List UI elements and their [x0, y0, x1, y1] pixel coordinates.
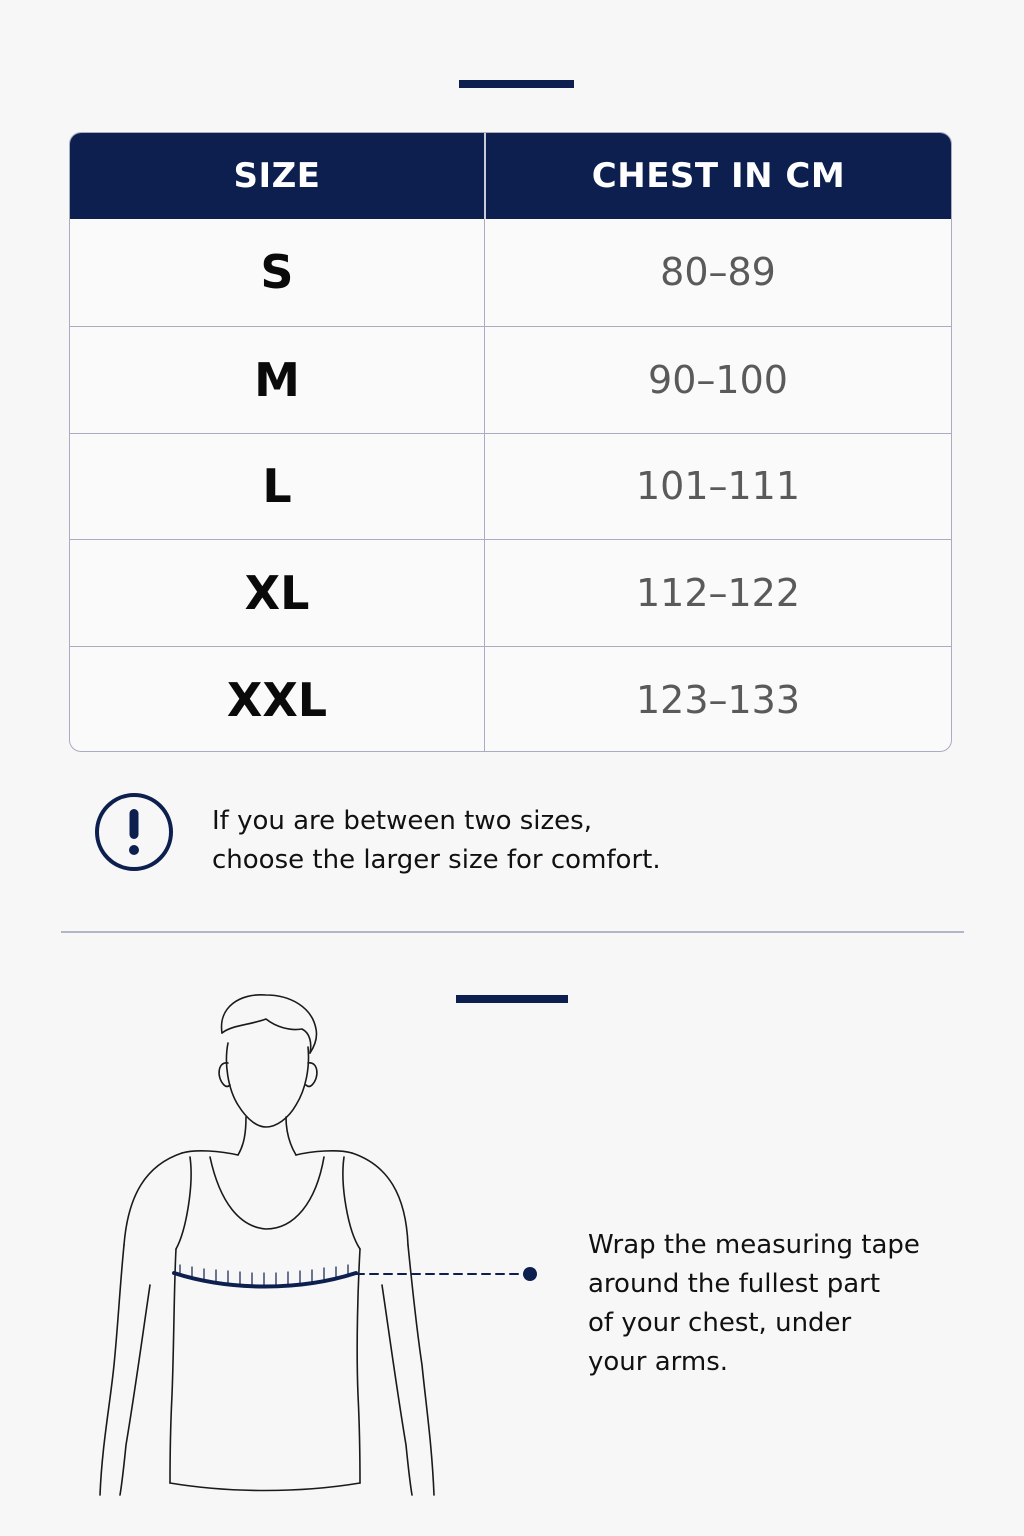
instruction-line: your arms. [588, 1347, 729, 1377]
advice-line: choose the larger size for comfort. [212, 845, 661, 875]
chest-cell: 112–122 [635, 571, 801, 616]
header-chest: CHEST IN CM [591, 156, 846, 196]
chest-cell: 80–89 [660, 250, 776, 295]
size-cell: XL [70, 540, 485, 646]
size-advice-text [212, 802, 812, 880]
table-row [70, 539, 951, 646]
table-row [70, 646, 951, 752]
section-divider [61, 931, 964, 933]
size-cell: S [70, 219, 485, 326]
table-row [70, 326, 951, 433]
chest-cell: 101–111 [635, 464, 801, 509]
size-cell: M [70, 327, 485, 433]
advice-line: If you are between two sizes, [212, 806, 592, 836]
measuring-instructions [588, 1226, 988, 1382]
size-cell: L [70, 434, 485, 540]
top-accent-bar [459, 80, 574, 88]
size-chart-table [69, 132, 952, 752]
chest-cell: 90–100 [648, 357, 788, 402]
header-size: SIZE [70, 133, 486, 219]
instruction-line: of your chest, under [588, 1308, 852, 1338]
size-cell: XXL [70, 647, 485, 752]
table-row [70, 433, 951, 540]
man-torso-outline [90, 985, 550, 1505]
table-row [70, 219, 951, 326]
table-header-row [70, 133, 951, 219]
instruction-line: Wrap the measuring tape [588, 1230, 920, 1260]
instruction-line: around the fullest part [588, 1269, 881, 1299]
chest-cell: 123–133 [635, 678, 801, 723]
exclamation-circle-icon [94, 792, 174, 872]
table-body [70, 219, 951, 752]
